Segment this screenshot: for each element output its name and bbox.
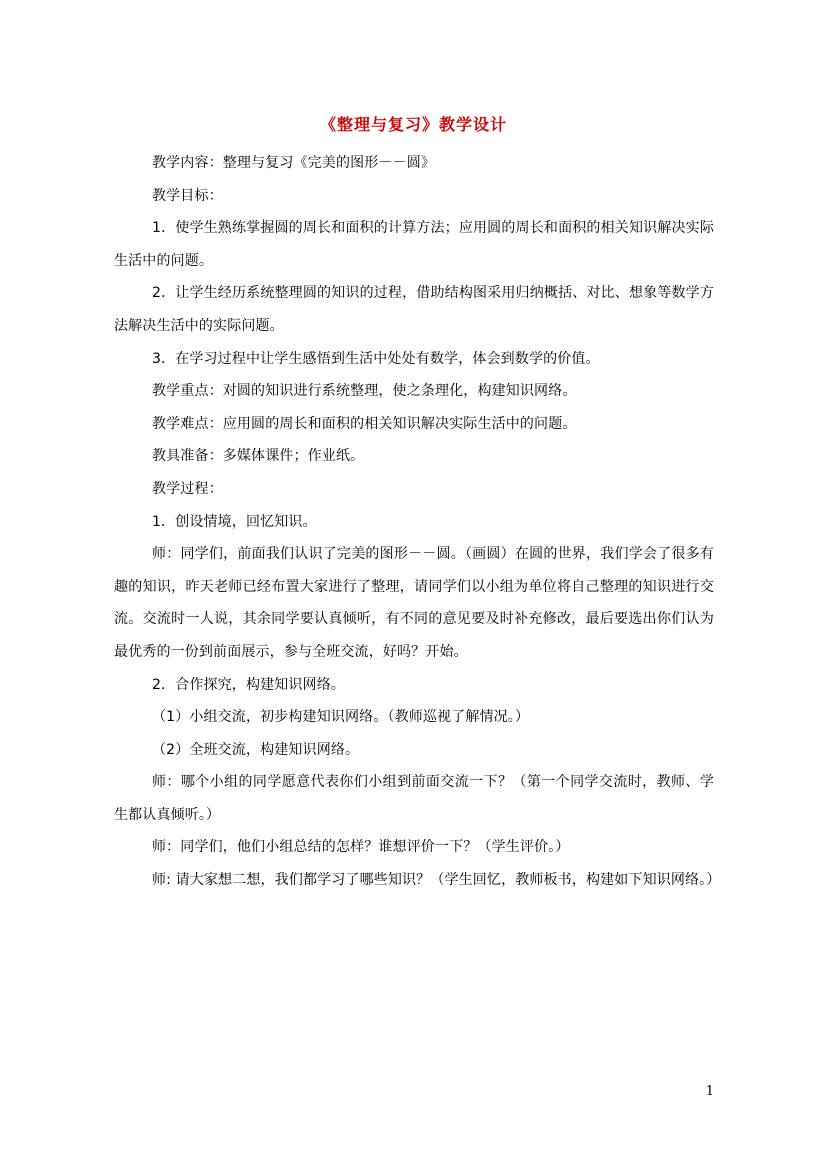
paragraph-teacher-question-3: 师: 请大家想二想，我们都学习了哪些知识？（学生回忆，教师板书，构建如下知识网络。） [152,872,721,889]
paragraph-teacher-intro: 师：同学们，前面我们认识了完美的图形－－圆。（画圆）在圆的世界，我们学会了很多有趣的知识，昨天老师已经布置大家进行了整理，请同学们以小组为单位将自己整理的知识进行交流。交流时一人说，其余同学要认真倾听，有不同的意见要及时补充修改，最后要选出你们认为最优秀的一份到前面展示，参与全班交流，好吗？开始。 [114,546,714,660]
paragraph-step-1: 1．创设情境，回忆知识。 [152,513,317,530]
paragraph-substep-2: （2）全班交流，构建知识网络。 [152,741,360,758]
paragraph-goal-1: 1．使学生熟练掌握圆的周长和面积的计算方法；应用圆的周长和面积的相关知识解决实际生活中的问题。 [114,220,714,269]
paragraph-goal-3: 3．在学习过程中让学生感悟到生活中处处有数学，体会到数学的价值。 [152,350,600,367]
paragraph-goal-2: 2．让学生经历系统整理圆的知识的过程，借助结构图采用归纳概括、对比、想象等数学方法解决生活中的实际问题。 [114,285,714,334]
paragraph-teacher-question-1: 师：哪个小组的同学愿意代表你们小组到前面交流一下？（第一个同学交流时，教师、学生都认真倾听。） [114,774,714,823]
paragraph-teacher-question-2: 师：同学们，他们小组总结的怎样？谁想评价一下？（学生评价。） [152,839,570,856]
paragraph-step-2: 2．合作探究，构建知识网络。 [152,676,346,693]
paragraph-teaching-content: 教学内容：整理与复习《完美的图形－－圆》 [152,155,435,171]
paragraph-key-points: 教学重点：对圆的知识进行系统整理，使之条理化，构建知识网络。 [152,383,577,400]
paragraph-teaching-aids: 教具准备：多媒体课件；作业纸。 [152,448,365,465]
paragraph-teaching-goals-heading: 教学目标： [152,187,223,204]
page-number: 1 [705,1084,714,1099]
paragraph-difficult-points: 教学难点：应用圆的周长和面积的相关知识解决实际生活中的问题。 [152,415,577,432]
paragraph-teaching-process-heading: 教学过程： [152,480,223,497]
document-title: 《整理与复习》教学设计 [319,115,507,134]
paragraph-substep-1: （1）小组交流，初步构建知识网络。（教师巡视了解情况。） [152,709,530,726]
document-body [114,147,721,897]
